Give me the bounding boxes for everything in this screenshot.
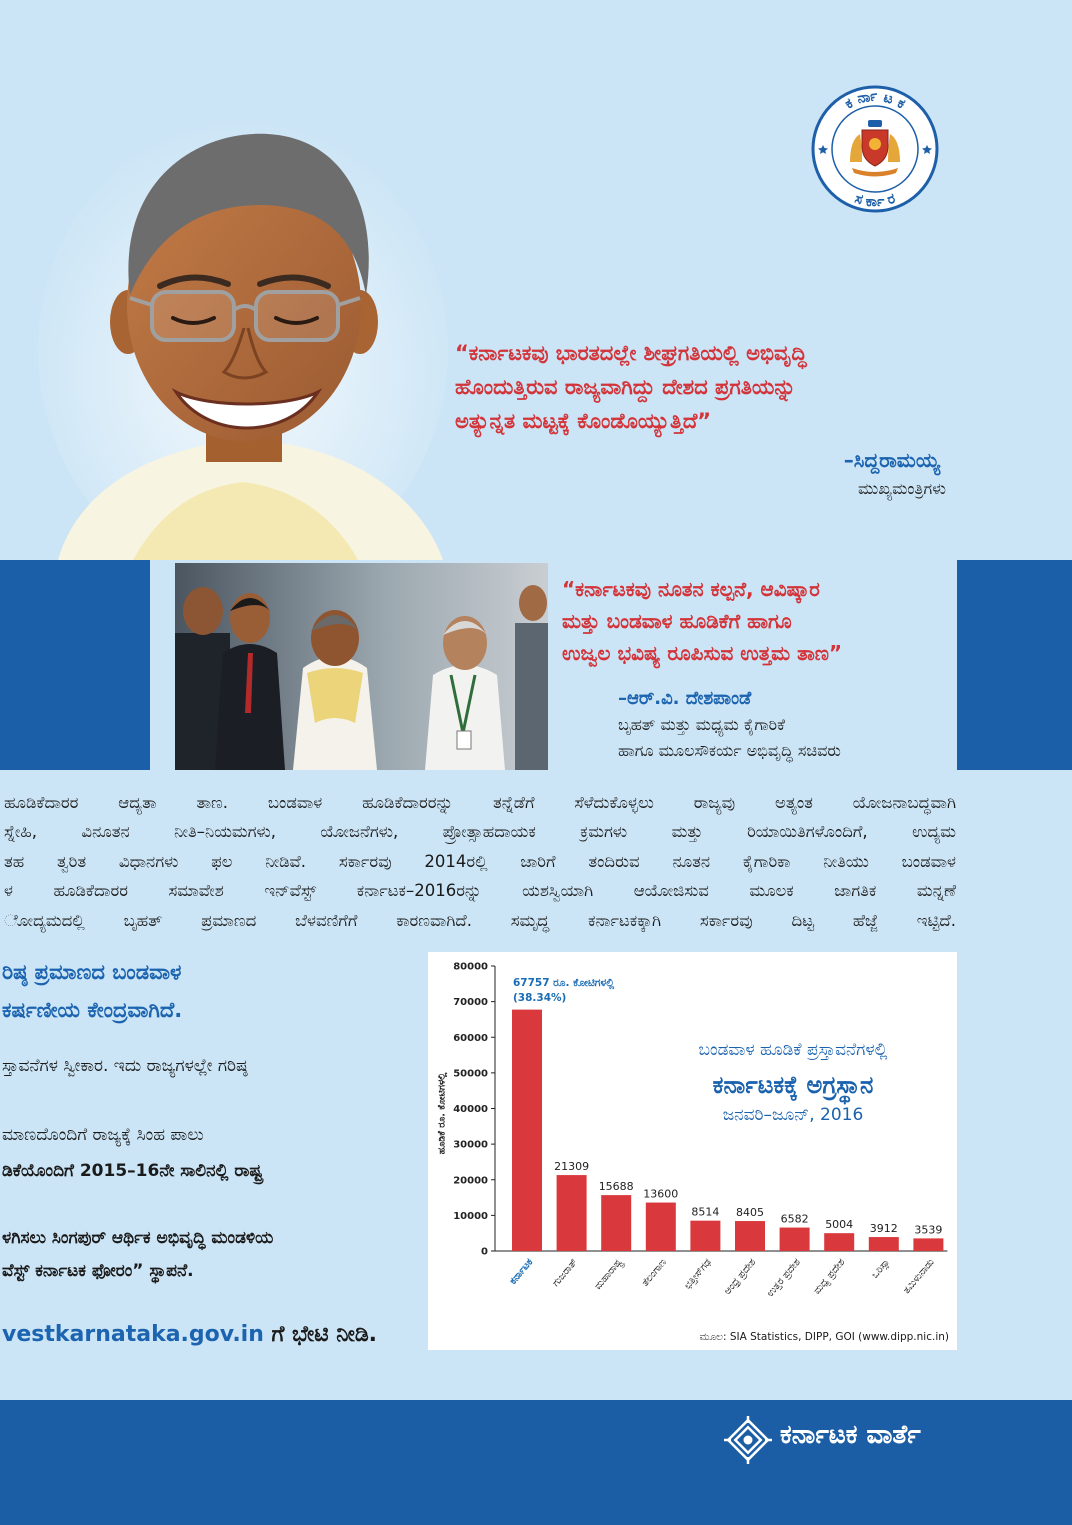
minister-quote-line: ಉಜ್ವಲ ಭವಿಷ್ಯ ರೂಪಿಸುವ ಉತ್ತಮ ತಾಣ” <box>562 641 843 665</box>
y-tick-label: 30000 <box>453 1139 488 1151</box>
category-label: ಮಹಾರಾಷ್ಟ್ರ <box>592 1256 625 1292</box>
bar-value-label: 3912 <box>869 1222 898 1236</box>
y-tick-label: 50000 <box>453 1068 488 1080</box>
body-paragraph-line: ತಹ ತ್ವರಿತ ವಿಧಾನಗಳು ಫಲ ನೀಡಿವೆ. ಸರ್ಕಾರವು 2014ರಲ್ಲಿ ಜಾರಿಗೆ ತಂದಿರುವ ನೂತನ ಕೈಗಾರಿಕಾ ನೀತಿಯು ಬಂಡವಾಳ <box>4 851 956 871</box>
highlights-point: ಮಾಣದೊಂದಿಗೆ ರಾಜ್ಯಕ್ಕೆ ಸಿಂಹ ಪಾಲು <box>2 1125 204 1145</box>
highlights-point: ಡಿಕೆಯೊಂದಿಗೆ 2015–16ನೇ ಸಾಲಿನಲ್ಲಿ ರಾಷ್ಟ್ರ <box>2 1161 263 1181</box>
bar-3 <box>601 1195 631 1251</box>
y-tick-label: 20000 <box>453 1175 488 1187</box>
website-suffix: ಗೆ ಭೇಟಿ ನೀಡಿ. <box>271 1322 378 1347</box>
cm-quote <box>455 336 1065 438</box>
seal-top-text-path: ಕ ರ್ನಾ ಟ ಕ <box>842 88 908 113</box>
y-tick-label: 0 <box>481 1246 488 1258</box>
website-line <box>2 1322 377 1347</box>
chart-title-line-3: ಜನವರಿ–ಜೂನ್, 2016 <box>722 1105 864 1125</box>
left-blue-block <box>0 560 150 770</box>
category-label: ಉತ್ತರ ಪ್ರದೇಶ <box>764 1256 803 1300</box>
bar-8 <box>824 1233 854 1251</box>
cm-quote-line: ಹೊಂದುತ್ತಿರುವ ರಾಜ್ಯವಾಗಿದ್ದು ದೇಶದ ಪ್ರಗತಿಯನ್ನು <box>455 375 796 399</box>
cm-quote-line: “ಕರ್ನಾಟಕವು ಭಾರತದಲ್ಲೇ ಶೀಘ್ರಗತಿಯಲ್ಲಿ ಅಭಿವೃದ್ಧಿ <box>455 341 807 365</box>
group-photo <box>175 563 548 770</box>
seal-bottom-text-path: ಸ ರ್ಕಾ ರ <box>852 190 898 211</box>
category-label: ಛತ್ತೀಸ್‌ಗಢ <box>682 1256 714 1292</box>
chart-plot <box>428 952 957 1350</box>
bar-value-label: 8405 <box>736 1206 764 1220</box>
highlights-heading-line: ರಿಷ್ಠ ಪ್ರಮಾಣದ ಬಂಡವಾಳ <box>2 960 182 984</box>
category-label: ಮಧ್ಯ ಪ್ರದೇಶ <box>811 1256 848 1297</box>
bar-value-label: 13600 <box>643 1187 679 1201</box>
minister-quote-author: –ಆರ್.ವಿ. ದೇಶಪಾಂಡೆ <box>618 688 752 709</box>
bar-7 <box>780 1228 810 1251</box>
bar-5 <box>690 1221 720 1251</box>
y-tick-label: 70000 <box>453 997 488 1009</box>
cm-designation: ಮುಖ್ಯಮಂತ್ರಿಗಳು <box>857 479 946 498</box>
chart-y-axis-label: ಹೂಡಿಕೆ ರೂ. ಕೋಟಿಗಳಲ್ಲಿ <box>436 1072 448 1155</box>
investment-chart <box>428 952 957 1350</box>
bar-value-label: 21309 <box>554 1160 590 1174</box>
highlights-point: ಸ್ತಾವನೆಗಳ ಸ್ವೀಕಾರ. ಇದು ರಾಜ್ಯಗಳಲ್ಲೇ ಗರಿಷ್ಠ <box>2 1056 248 1076</box>
bar-value-label: 8514 <box>691 1205 720 1219</box>
category-label: ಗುಜರಾತ್ <box>550 1256 580 1289</box>
bar-9 <box>869 1237 899 1251</box>
bar-value-label: 3539 <box>914 1223 943 1237</box>
bar-10 <box>913 1238 943 1251</box>
minister-designation-line: ಹಾಗೂ ಮೂಲಸೌಕರ್ಯ ಅಭಿವೃದ್ಧಿ ಸಚಿವರು <box>618 741 841 760</box>
y-tick-label: 10000 <box>453 1210 488 1222</box>
category-label: ಆಂಧ್ರ ಪ್ರದೇಶ <box>722 1256 759 1298</box>
category-label: ತೆಲಂಗಾಣ <box>639 1256 670 1289</box>
footer-brand-name: ಕರ್ನಾಟಕ ವಾರ್ತೆ <box>780 1420 921 1450</box>
body-paragraph-line: ಸ್ನೇಹಿ, ವಿನೂತನ ನೀತಿ–ನಿಯಮಗಳು, ಯೋಜನೆಗಳು, ಪ್ರೋತ್ಸಾಹದಾಯಕ ಕ್ರಮಗಳು ಮತ್ತು ರಿಯಾಯಿತಿಗಳೊಂದಿಗೆ, ಉದ್ಯಮ <box>4 822 956 842</box>
highlights-heading-line: ಕರ್ಷಣೀಯ ಕೇಂದ್ರವಾಗಿದೆ. <box>2 998 183 1022</box>
chief-minister-portrait <box>38 90 448 560</box>
bar-1 <box>512 1010 542 1251</box>
top-bar-annotation-value: 67757 ರೂ. ಕೋಟಿಗಳಲ್ಲಿ <box>513 977 615 989</box>
body-paragraph-line: ಳ ಹೂಡಿಕೆದಾರರ ಸಮಾವೇಶ ಇನ್‌ವೆಸ್ಟ್ ಕರ್ನಾಟಕ–2016ರನ್ನು ಯಶಸ್ವಿಯಾಗಿ ಆಯೋಜಿಸುವ ಮೂಲಕ ಜಾಗತಿಕ ಮನ್ನಣೆ <box>4 881 956 901</box>
chart-title-line-2: ಕರ್ನಾಟಕಕ್ಕೆ ಅಗ್ರಸ್ಥಾನ <box>712 1071 874 1099</box>
y-tick-label: 80000 <box>453 961 488 973</box>
category-label: ಕರ್ನಾಟಕ <box>507 1256 536 1287</box>
minister-quote-line: ಮತ್ತು ಬಂಡವಾಳ ಹೂಡಿಕೆಗೆ ಹಾಗೂ <box>562 609 792 633</box>
footer-band <box>0 1400 1072 1525</box>
bar-value-label: 15688 <box>598 1180 634 1194</box>
minister-quote <box>562 573 954 669</box>
body-paragraph <box>4 788 956 935</box>
cm-quote-author: –ಸಿದ್ದರಾಮಯ್ಯ <box>843 448 940 472</box>
bar-2 <box>557 1175 587 1251</box>
body-paragraph-line: ಹೂಡಿಕೆದಾರರ ಆದ್ಯತಾ ತಾಣ. ಬಂಡವಾಳ ಹೂಡಿಕೆದಾರರನ್ನು ತನ್ನೆಡೆಗೆ ಸೆಳೆದುಕೊಳ್ಳಲು ರಾಜ್ಯವು ಅತ್ಯಂತ ಯೋಜನಾಬದ್ಧವಾಗಿ <box>4 793 956 812</box>
minister-quote-line: “ಕರ್ನಾಟಕವು ನೂತನ ಕಲ್ಪನೆ, ಆವಿಷ್ಕಾರ <box>562 577 820 601</box>
website-url: vestkarnataka.gov.in <box>2 1322 264 1347</box>
category-label: ಒರಿಸ್ಸಾ <box>869 1256 893 1281</box>
right-blue-block <box>957 560 1072 770</box>
karnataka-government-seal <box>810 84 940 214</box>
bar-6 <box>735 1221 765 1251</box>
bar-4 <box>646 1203 676 1251</box>
y-tick-label: 40000 <box>453 1104 488 1115</box>
karnataka-varthe-logo-icon <box>722 1414 774 1466</box>
portrait-glasses-left <box>152 292 234 340</box>
chart-title-line-1: ಬಂಡವಾಳ ಹೂಡಿಕೆ ಪ್ರಸ್ತಾವನೆಗಳಲ್ಲಿ <box>698 1040 888 1060</box>
body-paragraph-line: ೋದ್ಯಮದಲ್ಲಿ ಬೃಹತ್ ಪ್ರಮಾಣದ ಬೆಳವಣಿಗೆಗೆ ಕಾರಣವಾಗಿದೆ. ಸಮೃದ್ಧ ಕರ್ನಾಟಕಕ್ಕಾಗಿ ಸರ್ಕಾರವು ದಿಟ್ಟ ಹೆಜ್ಜೆ ಇಟ್ಟಿದೆ. <box>4 910 956 930</box>
cm-quote-line: ಅತ್ಯುನ್ನತ ಮಟ್ಟಕ್ಕೆ ಕೊಂಡೊಯ್ಯುತ್ತಿದೆ” <box>455 409 712 433</box>
highlights-point: ಳಗಿಸಲು ಸಿಂಗಪುರ್ ಆರ್ಥಿಕ ಅಭಿವೃದ್ಧಿ ಮಂಡಳಿಯ <box>2 1228 274 1248</box>
top-bar-annotation-share: (38.34%) <box>513 992 567 1004</box>
minister-designation <box>618 712 841 764</box>
y-tick-label: 60000 <box>453 1032 488 1044</box>
category-label: ತಮಿಳುನಾಡು <box>901 1256 937 1297</box>
portrait-glasses-right <box>256 292 338 340</box>
bar-value-label: 5004 <box>825 1218 854 1232</box>
bar-value-label: 6582 <box>780 1212 809 1226</box>
chart-source: ಮೂಲ: SIA Statistics, DIPP, GOI (www.dipp.nic.in) <box>699 1331 949 1343</box>
minister-designation-line: ಬೃಹತ್ ಮತ್ತು ಮಧ್ಯಮ ಕೈಗಾರಿಕೆ <box>618 715 785 734</box>
highlights-point: ವೆಸ್ಟ್ ಕರ್ನಾಟಕ ಫೋರಂ” ಸ್ಥಾಪನೆ. <box>2 1261 194 1281</box>
